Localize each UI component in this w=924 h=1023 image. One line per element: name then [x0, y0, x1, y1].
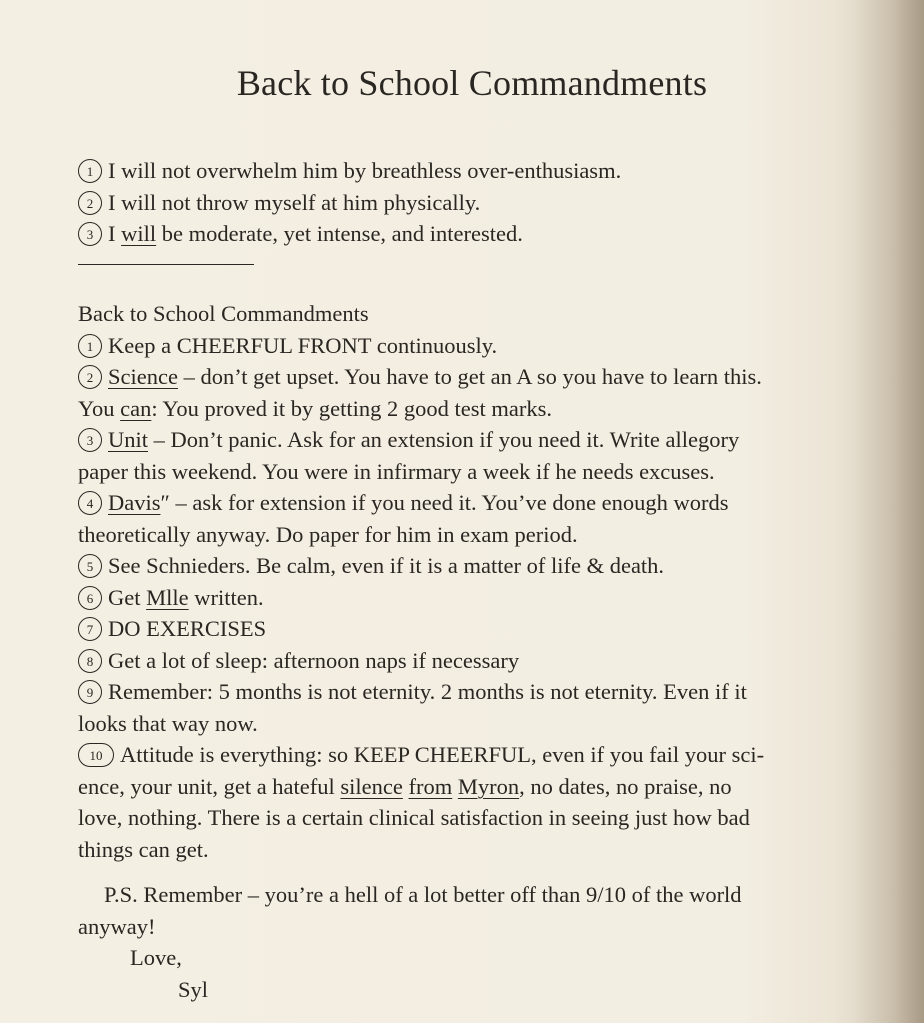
underlined-word: Mlle	[146, 584, 189, 610]
closing: Love,	[130, 945, 182, 970]
circled-number: 6	[78, 586, 102, 610]
item-text: DO EXERCISES	[108, 616, 267, 641]
list-item	[78, 424, 878, 456]
item-text: , no dates, no praise, no	[519, 773, 732, 799]
item-text-pre: Get	[108, 584, 147, 610]
item-text: See Schnieders. Be calm, even if it is a matter of life & death.	[108, 553, 665, 578]
item-text: ″ – ask for extension if you need it. You’ve done enough words	[160, 490, 729, 515]
list-item	[78, 739, 878, 771]
circled-number: 4	[78, 491, 102, 515]
circled-number: 5	[78, 554, 102, 578]
section-divider	[78, 264, 254, 265]
underlined-word: from	[408, 773, 453, 799]
list-item	[78, 550, 878, 582]
item-text: I will not throw myself at him physically.	[108, 189, 481, 215]
section-heading: Back to School Commandments	[78, 301, 369, 326]
underlined-word: will	[121, 221, 157, 246]
second-commandments-list	[78, 298, 878, 1005]
signature: Syl	[178, 976, 209, 1002]
list-item	[78, 676, 878, 708]
list-item	[78, 218, 878, 250]
underlined-word: Science	[108, 364, 178, 389]
underlined-word: can	[120, 395, 152, 421]
postscript-line: anyway!	[78, 913, 156, 939]
underlined-word: Davis	[108, 490, 161, 515]
underlined-word: Myron	[457, 773, 520, 799]
list-item	[78, 187, 878, 219]
item-text: Attitude is everything: so KEEP CHEERFUL, even if you fail your sci-	[120, 742, 765, 767]
circled-number: 2	[78, 365, 102, 389]
circled-number: 2	[78, 191, 102, 215]
list-item	[78, 582, 878, 614]
item-text: written.	[188, 584, 264, 610]
underlined-word: silence	[340, 773, 403, 799]
circled-number: 10	[78, 743, 114, 767]
first-commandments-list	[78, 155, 878, 250]
list-item	[78, 613, 878, 645]
item-text-post: be moderate, yet intense, and interested.	[156, 221, 523, 246]
list-item-continuation	[78, 771, 878, 803]
page-title: Back to School Commandments	[236, 63, 708, 103]
circled-number: 3	[78, 222, 102, 246]
item-text: : You proved it by getting 2 good test marks.	[151, 395, 552, 421]
item-text-pre: You	[78, 395, 121, 421]
list-item-continuation: love, nothing. There is a certain clinical satisfaction in seeing just how bad	[78, 805, 750, 830]
item-text: – Don’t panic. Ask for an extension if you need it. Write allegory	[148, 427, 740, 452]
list-item-continuation	[78, 393, 878, 425]
circled-number: 1	[78, 334, 102, 358]
item-text: I will not overwhelm him by breathless over-enthusiasm.	[108, 158, 622, 183]
list-item-continuation: looks that way now.	[78, 710, 258, 736]
item-text-pre: I	[108, 221, 122, 246]
list-item-continuation: theoretically anyway. Do paper for him in exam period.	[78, 521, 578, 547]
item-text: Keep a CHEERFUL FRONT continuously.	[108, 332, 498, 358]
circled-number: 9	[78, 680, 102, 704]
circled-number: 8	[78, 649, 102, 673]
list-item	[78, 361, 878, 393]
underlined-word: Unit	[108, 427, 149, 452]
item-text-pre: ence, your unit, get a hateful	[78, 773, 341, 799]
circled-number: 1	[78, 159, 102, 183]
list-item	[78, 155, 878, 187]
list-item	[78, 645, 878, 677]
list-item	[78, 330, 878, 362]
item-text: – don’t get upset. You have to get an A so you have to learn this.	[177, 364, 762, 389]
list-item-continuation: paper this weekend. You were in infirmary a week if he needs excuses.	[78, 458, 715, 484]
list-item	[78, 487, 878, 519]
item-text: Remember: 5 months is not eternity. 2 months is not eternity. Even if it	[108, 679, 747, 704]
spacer	[78, 865, 878, 879]
postscript-line: P.S. Remember – you’re a hell of a lot better off than 9/10 of the world	[104, 882, 742, 907]
list-item-continuation: things can get.	[78, 836, 209, 862]
item-text: Get a lot of sleep: afternoon naps if necessary	[108, 647, 520, 673]
circled-number: 7	[78, 617, 102, 641]
circled-number: 3	[78, 428, 102, 452]
